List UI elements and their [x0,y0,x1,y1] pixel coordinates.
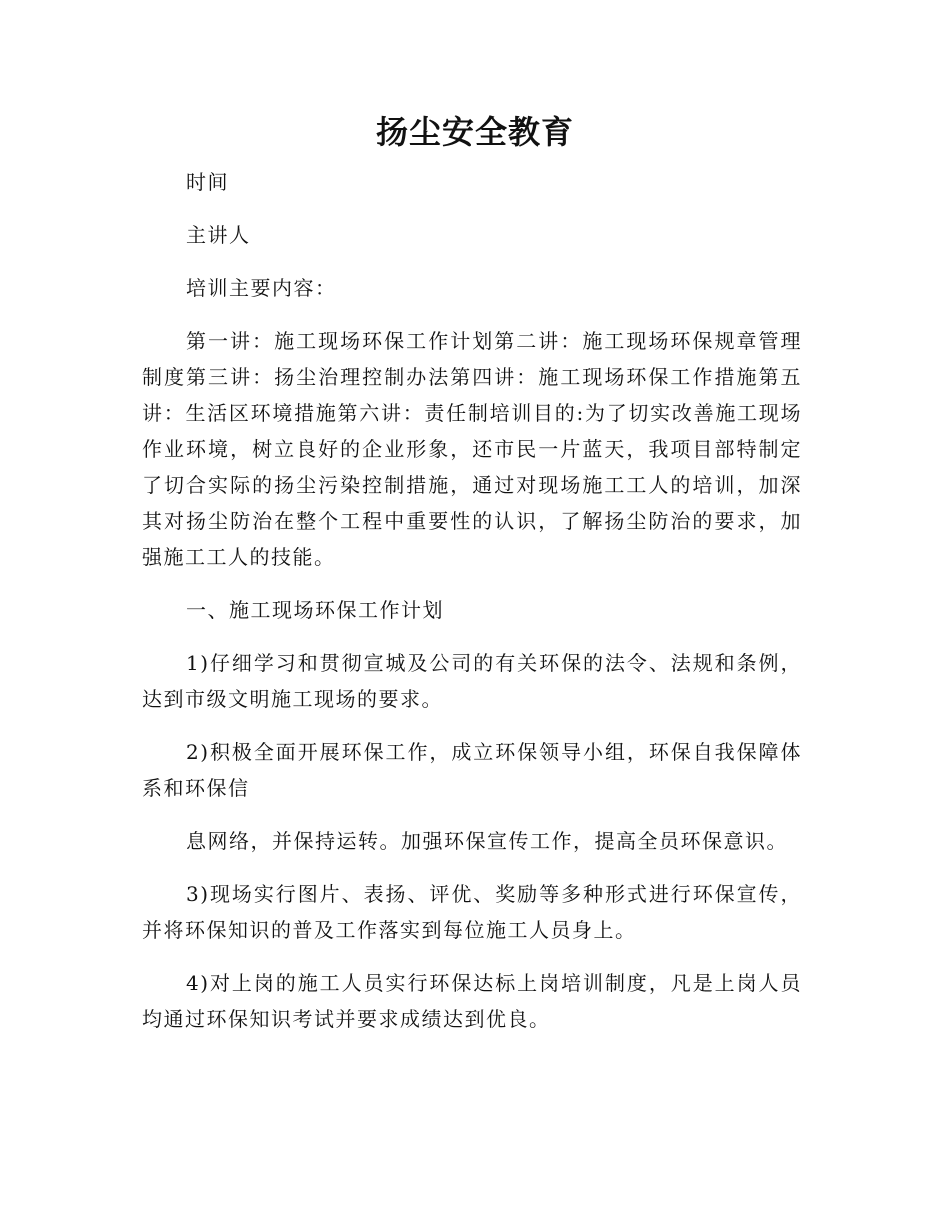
paragraph-item-4: 4)对上岗的施工人员实行环保达标上岗培训制度，凡是上岗人员均通过环保知识考试并要求成绩达到优良。 [142,971,802,1031]
paragraph-speaker: 主讲人 [186,223,251,247]
paragraph-item-1: 1)仔细学习和贯彻宣城及公司的有关环保的法令、法规和条例，达到市级文明施工现场的要求。 [142,651,802,711]
paragraph-item-2: 2)积极全面开展环保工作，成立环保领导小组，环保自我保障体系和环保信 [142,740,802,800]
document-title: 扬尘安全教育 [375,113,574,151]
paragraph-lectures-and-purpose: 第一讲：施工现场环保工作计划第二讲：施工现场环保规章管理制度第三讲：扬尘治理控制办法第四讲：施工现场环保工作措施第五讲：生活区环境措施第六讲：责任制培训目的:为了切实改善施工现场作业环境，树立良好的企业形象，还市民一片蓝天，我项目部特制定了切合实际的扬尘污染控制措施，通过对现场施工工人的培训，加深其对扬尘防治在整个工程中重要性的认识，了解扬尘防治的要求，加强施工工人的技能。 [142,329,802,569]
section-heading-environmental-plan: 一、施工现场环保工作计划 [186,598,444,622]
paragraph-item-3: 3)现场实行图片、表扬、评优、奖励等多种形式进行环保宣传，并将环保知识的普及工作落实到每位施工人员身上。 [142,882,802,942]
paragraph-time: 时间 [186,170,229,194]
paragraph-training-content-heading: 培训主要内容： [186,276,337,300]
paragraph-item-2-continued: 息网络，并保持运转。加强环保宣传工作，提高全员环保意识。 [186,829,788,853]
document-body [142,164,802,1054]
